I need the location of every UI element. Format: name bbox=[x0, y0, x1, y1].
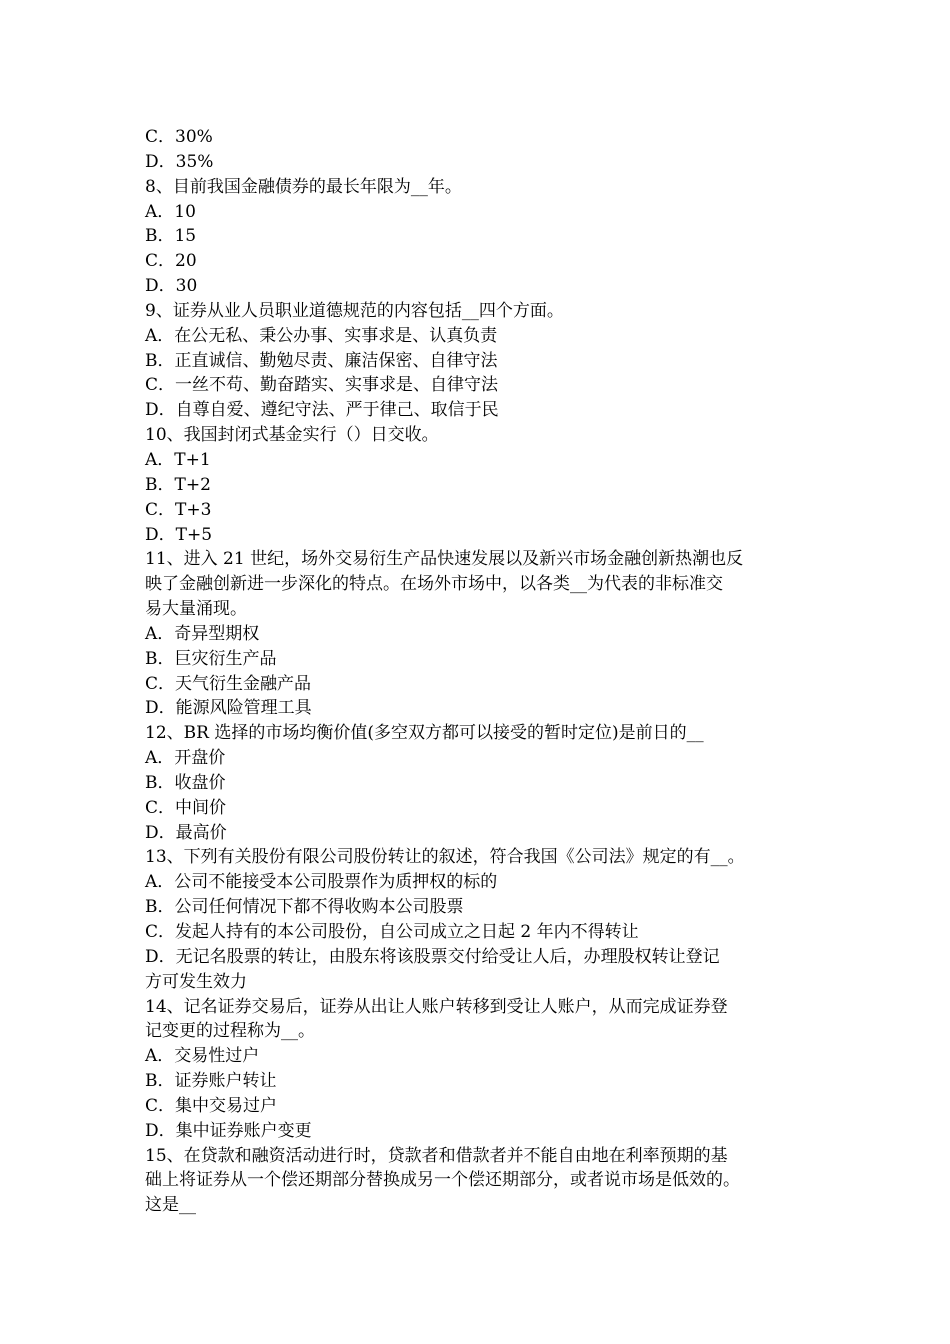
answer-option-line: D．自尊自爱、遵纪守法、严于律己、取信于民 bbox=[145, 400, 499, 421]
answer-option-line: B．证券账户转让 bbox=[145, 1071, 277, 1092]
answer-option-line: C．集中交易过户 bbox=[145, 1095, 278, 1116]
answer-option-line: A．T+1 bbox=[145, 449, 211, 470]
answer-option-line: B．收盘价 bbox=[145, 772, 226, 793]
question-text-line: 8、目前我国金融债券的最长年限为__年。 bbox=[145, 176, 462, 197]
answer-option-line: B．15 bbox=[145, 226, 197, 247]
answer-option-line: C．30% bbox=[145, 127, 213, 147]
answer-option-line: C．一丝不苟、勤奋踏实、实事求是、自律守法 bbox=[145, 375, 499, 396]
answer-option-line: B．T+2 bbox=[145, 474, 211, 495]
answer-option-line: C．发起人持有的本公司股份，自公司成立之日起 2 年内不得转让 bbox=[145, 922, 639, 942]
answer-option-line: 方可发生效力 bbox=[145, 971, 247, 992]
question-text-line: 记变更的过程称为__。 bbox=[145, 1021, 315, 1042]
answer-option-line: B．巨灾衍生产品 bbox=[145, 648, 277, 669]
answer-option-line: D．T+5 bbox=[145, 524, 213, 545]
question-text-line: 13、下列有关股份有限公司股份转让的叙述，符合我国《公司法》规定的有__。 bbox=[145, 847, 745, 868]
answer-option-line: D．最高价 bbox=[145, 822, 227, 843]
answer-option-line: A．开盘价 bbox=[145, 748, 226, 769]
answer-option-line: D．30 bbox=[145, 276, 198, 297]
answer-option-line: D．35% bbox=[145, 151, 214, 172]
question-text-line: 15、在贷款和融资活动进行时，贷款者和借款者并不能自由地在利率预期的基 bbox=[145, 1145, 728, 1166]
question-text-line: 14、记名证券交易后，证券从出让人账户转移到受让人账户，从而完成证券登 bbox=[145, 996, 728, 1017]
document-body bbox=[145, 125, 820, 1218]
answer-option-line: C．T+3 bbox=[145, 499, 212, 520]
question-text-line: 9、证券从业人员职业道德规范的内容包括__四个方面。 bbox=[145, 300, 564, 321]
question-text-line: 11、进入 21 世纪，场外交易衍生产品快速发展以及新兴市场金融创新热潮也反 bbox=[145, 549, 744, 570]
answer-option-line: C．20 bbox=[145, 251, 197, 272]
question-text-line: 12、BR 选择的市场均衡价值(多空双方都可以接受的暂时定位)是前日的__ bbox=[145, 723, 704, 744]
question-text-line: 10、我国封闭式基金实行（）日交收。 bbox=[145, 425, 439, 446]
question-text-line: 础上将证券从一个偿还期部分替换成另一个偿还期部分，或者说市场是低效的。 bbox=[145, 1170, 740, 1191]
answer-option-line: B．公司任何情况下都不得收购本公司股票 bbox=[145, 897, 464, 918]
answer-option-line: A．在公无私、秉公办事、实事求是、认真负责 bbox=[145, 325, 498, 346]
answer-option-line: A．交易性过户 bbox=[145, 1046, 260, 1067]
answer-option-line: A．10 bbox=[145, 201, 196, 222]
answer-option-line: C．天气衍生金融产品 bbox=[145, 673, 312, 694]
question-text-line: 易大量涌现。 bbox=[145, 599, 247, 620]
question-text-line: 这是__ bbox=[145, 1195, 196, 1216]
answer-option-line: B．正直诚信、勤勉尽责、廉洁保密、自律守法 bbox=[145, 350, 498, 371]
answer-option-line: D．无记名股票的转让，由股东将该股票交付给受让人后，办理股权转让登记 bbox=[145, 946, 720, 967]
answer-option-line: C．中间价 bbox=[145, 797, 227, 818]
answer-option-line: D．集中证券账户变更 bbox=[145, 1120, 312, 1141]
answer-option-line: D．能源风险管理工具 bbox=[145, 698, 312, 719]
answer-option-line: A．奇异型期权 bbox=[145, 623, 260, 644]
question-text-line: 映了金融创新进一步深化的特点。在场外市场中，以各类__为代表的非标准交 bbox=[145, 574, 723, 595]
answer-option-line: A．公司不能接受本公司股票作为质押权的标的 bbox=[145, 872, 498, 893]
